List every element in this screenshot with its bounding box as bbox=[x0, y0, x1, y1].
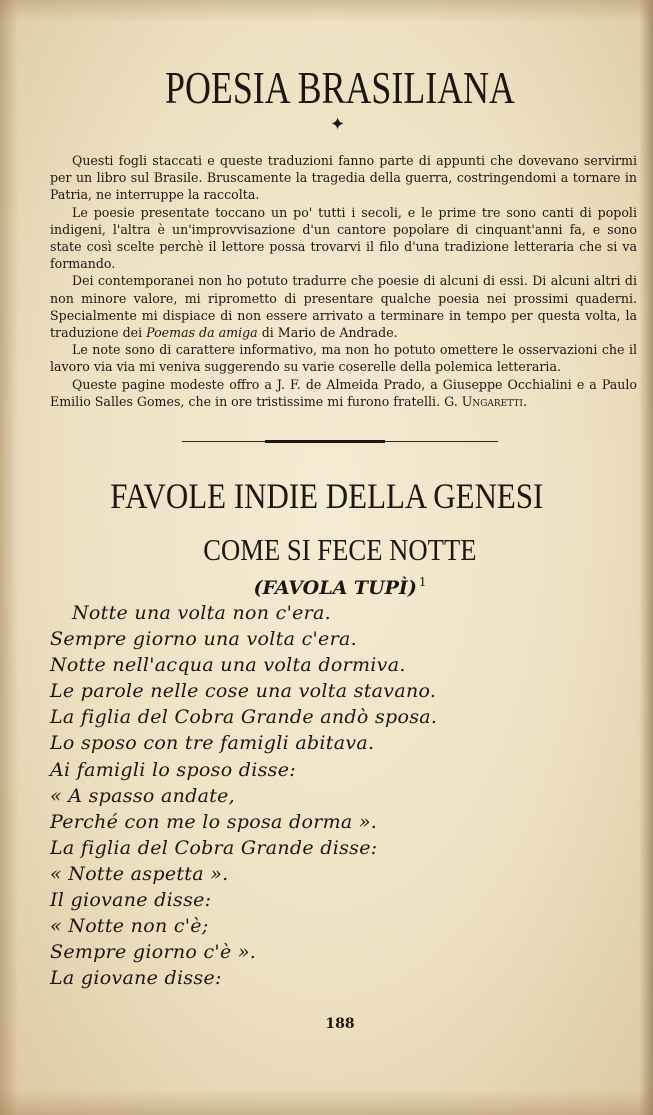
poem-line: Notte nell'acqua una volta dormiva. bbox=[50, 654, 406, 677]
poem-line: Sempre giorno una volta c'era. bbox=[50, 628, 357, 651]
poem-line: Notte una volta non c'era. bbox=[72, 602, 332, 624]
poem-lines bbox=[50, 600, 620, 991]
fable-label-text: (FAVOLA TUPÌ) bbox=[253, 577, 417, 599]
dedication-text: Queste pagine modeste offro a J. F. de Almeida Prado, a Giuseppe Occhialini e a Paulo Emilio Salles Gomes, che in ore tristissime mi furono fratelli. bbox=[50, 376, 637, 409]
poem-line: Le parole nelle cose una volta stavano. bbox=[50, 680, 437, 703]
poem-line: La figlia del Cobra Grande disse: bbox=[50, 836, 378, 859]
intro-text bbox=[50, 152, 637, 410]
intro-paragraph-end: di Mario de Andrade. bbox=[261, 325, 398, 341]
page-edge-shadow-top bbox=[0, 0, 653, 22]
intro-paragraph bbox=[50, 376, 637, 410]
page-edge-shadow-bottom bbox=[0, 1089, 653, 1115]
page-title: POESIA BRASILIANA bbox=[165, 62, 515, 113]
ornament-star-icon: ✦ bbox=[330, 114, 346, 135]
author-signature: G. Ungaretti. bbox=[444, 393, 527, 409]
poem-line: Perché con me lo sposa dorma ». bbox=[50, 810, 378, 833]
intro-paragraph: Le poesie presentate toccano un po' tutti i secoli, e le prime tre sono canti di popoli indigeni, l'altra è un'improvvisazione d'un cantore popolare di cinquant'anni fa, e sono state così scelte perchè il lettore possa trovarvi il filo d'una tradizione letteraria che si va formando. bbox=[50, 204, 637, 272]
poem-line: La figlia del Cobra Grande andò sposa. bbox=[50, 706, 438, 729]
poem-title bbox=[0, 532, 653, 568]
poem-line: « Notte aspetta ». bbox=[50, 862, 229, 885]
poem-line: « Notte non c'è; bbox=[50, 915, 209, 938]
poem-line: Ai famigli lo sposo disse: bbox=[50, 758, 296, 781]
section-title-text: FAVOLE INDIE DELLA GENESI bbox=[109, 476, 544, 516]
intro-paragraph: Questi fogli staccati e queste traduzioni fanno parte di appunti che dovevano servirmi per un libro sul Brasile. Bruscamente la tragedia della guerra, costringendomi a tornare in Patria, ne interruppe la raccolta. bbox=[50, 153, 637, 203]
footnote-marker: 1 bbox=[418, 575, 427, 589]
page-number: 188 bbox=[325, 1016, 355, 1032]
poem-line: La giovane disse: bbox=[50, 967, 222, 990]
intro-book-title: Poemas da amiga bbox=[146, 325, 258, 341]
poem-title-text: COME SI FECE NOTTE bbox=[203, 532, 477, 567]
fable-label bbox=[0, 568, 653, 602]
intro-paragraph bbox=[50, 272, 637, 341]
intro-paragraph-text: Dei contemporanei non ho potuto tradurre che poesie di alcuni di essi. Di alcuni altri di non minore valore, mi riprometto di presentare qualche poesia nei prossimi quaderni. Specialmente mi dispiace di non essere arrivato a terminare in tempo per questa volta, la traduzione dei bbox=[50, 273, 637, 341]
intro-paragraph: Le note sono di carattere informativo, ma non ho potuto omettere le osservazioni che il lavoro via via mi veniva suggerendo su varie coserelle della polemica letteraria. bbox=[50, 342, 637, 375]
poem-line: « A spasso andate, bbox=[50, 784, 236, 807]
poem-line: Sempre giorno c'è ». bbox=[50, 941, 257, 964]
poem-line: Lo sposo con tre famigli abitava. bbox=[50, 732, 375, 755]
poem-line: Il giovane disse: bbox=[50, 889, 212, 912]
section-divider-accent bbox=[265, 440, 385, 443]
section-title bbox=[0, 476, 653, 516]
